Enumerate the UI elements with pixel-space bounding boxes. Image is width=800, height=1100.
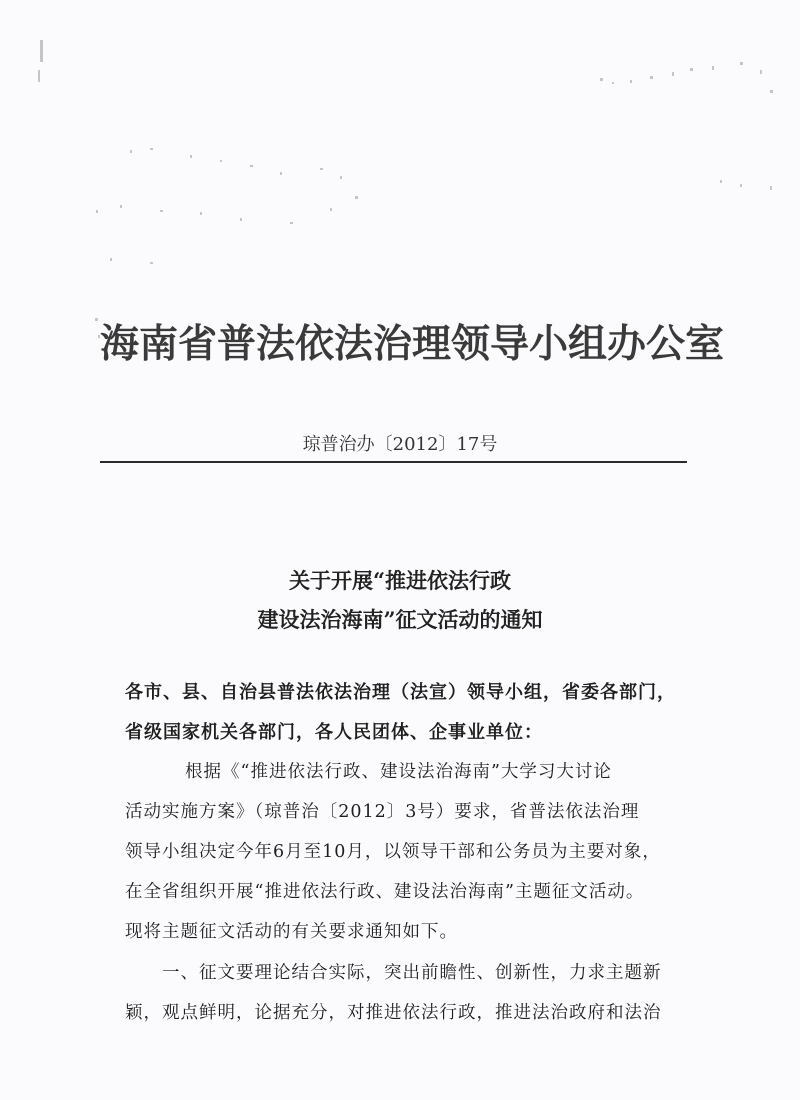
body-line: 领导小组决定今年6月至10月，以领导干部和公务员为主要对象， — [125, 842, 661, 862]
body-line: 一、征文要理论结合实际，突出前瞻性、创新性，力求主题新 — [162, 963, 662, 983]
body-line: 活动实施方案》（琼普治〔2012〕3号）要求，省普法依法治理 — [125, 802, 640, 822]
body-line: 颖，观点鲜明，论据充分，对推进依法行政，推进法治政府和法治 — [125, 1003, 662, 1023]
recipients-line-2: 省级国家机关各部门，各人民团体、企事业单位： — [125, 722, 543, 743]
body-line: 现将主题征文活动的有关要求通知如下。 — [125, 922, 458, 942]
notice-title-line-1: 关于开展“推进依法行政 — [288, 568, 512, 593]
document-number: 琼普治办〔2012〕17号 — [302, 434, 498, 455]
letterhead: 海南省普法依法治理领导小组办公室 — [100, 321, 725, 367]
notice-title-line-2: 建设法治海南”征文活动的通知 — [257, 607, 543, 632]
header-divider — [100, 461, 687, 463]
body-line: 在全省组织开展“推进依法行政、建设法治海南”主题征文活动。 — [125, 882, 645, 902]
body-line: 根据《“推进依法行政、建设法治海南”大学习大讨论 — [185, 762, 612, 782]
recipients-line-1: 各市、县、自治县普法依法治理（法宣）领导小组，省委各部门， — [125, 682, 676, 703]
